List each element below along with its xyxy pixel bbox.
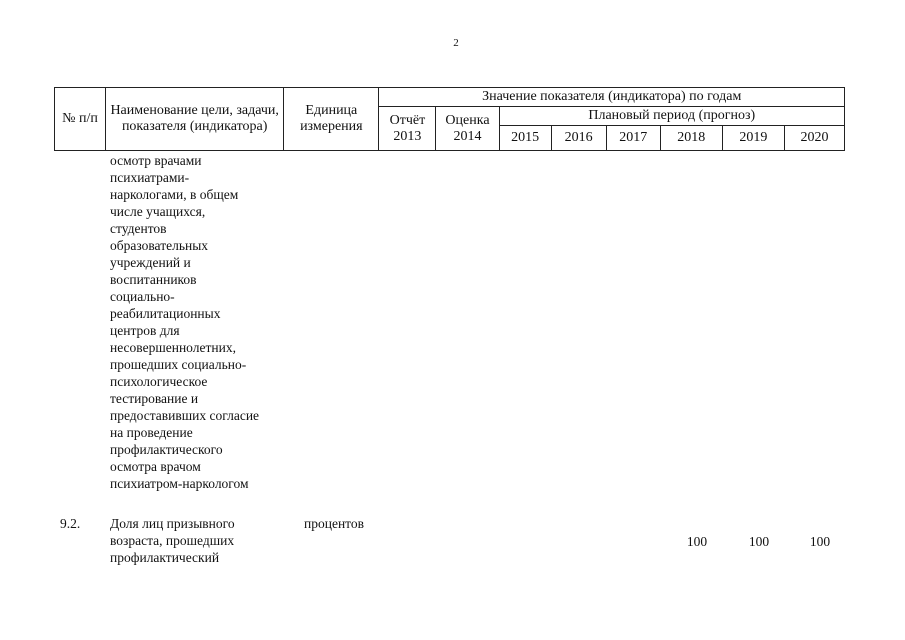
header-report bbox=[379, 107, 436, 151]
page-number: 2 bbox=[453, 37, 459, 49]
header-estimate bbox=[436, 107, 499, 151]
row-unit: процентов bbox=[304, 516, 365, 531]
header-year-2015: 2015 bbox=[499, 126, 551, 151]
header-year-2018: 2018 bbox=[660, 126, 722, 151]
indicator-table-header bbox=[54, 87, 845, 151]
header-year-2016: 2016 bbox=[551, 126, 606, 151]
header-col-name: Наименование цели, задачи, показателя (индикатора) bbox=[106, 88, 284, 151]
header-planned-group: Плановый период (прогноз) bbox=[499, 107, 844, 126]
header-year-2017: 2017 bbox=[606, 126, 660, 151]
header-year-2019: 2019 bbox=[722, 126, 784, 151]
header-col-unit: Единица измерения bbox=[284, 88, 379, 151]
row-value-2018: 100 bbox=[686, 534, 708, 549]
header-estimate-year: 2014 bbox=[453, 128, 482, 144]
header-report-label: Отчёт bbox=[389, 112, 426, 128]
indicator-name-continued: осмотр врачами психиатрами- наркологами, в общем числе учащихся, студентов образовательных учреждений и воспитанников социально- реабилитационных центров для несовершеннолетних, прошедших социально- психологическое тестирование и предоставивших согласие на проведение профилактического осмотра врачом психиатром-наркологом bbox=[110, 153, 260, 491]
header-values-group: Значение показателя (индикатора) по годам bbox=[379, 88, 845, 107]
row-number: 9.2. bbox=[60, 516, 81, 531]
header-year-2020: 2020 bbox=[784, 126, 844, 151]
row-value-2020: 100 bbox=[809, 534, 831, 549]
row-indicator-name: Доля лиц призывного возраста, прошедших профилактический bbox=[110, 516, 235, 565]
header-report-year: 2013 bbox=[393, 128, 422, 144]
header-col-number: № п/п bbox=[55, 88, 106, 151]
header-estimate-label: Оценка bbox=[445, 112, 490, 128]
row-value-2019: 100 bbox=[748, 534, 770, 549]
